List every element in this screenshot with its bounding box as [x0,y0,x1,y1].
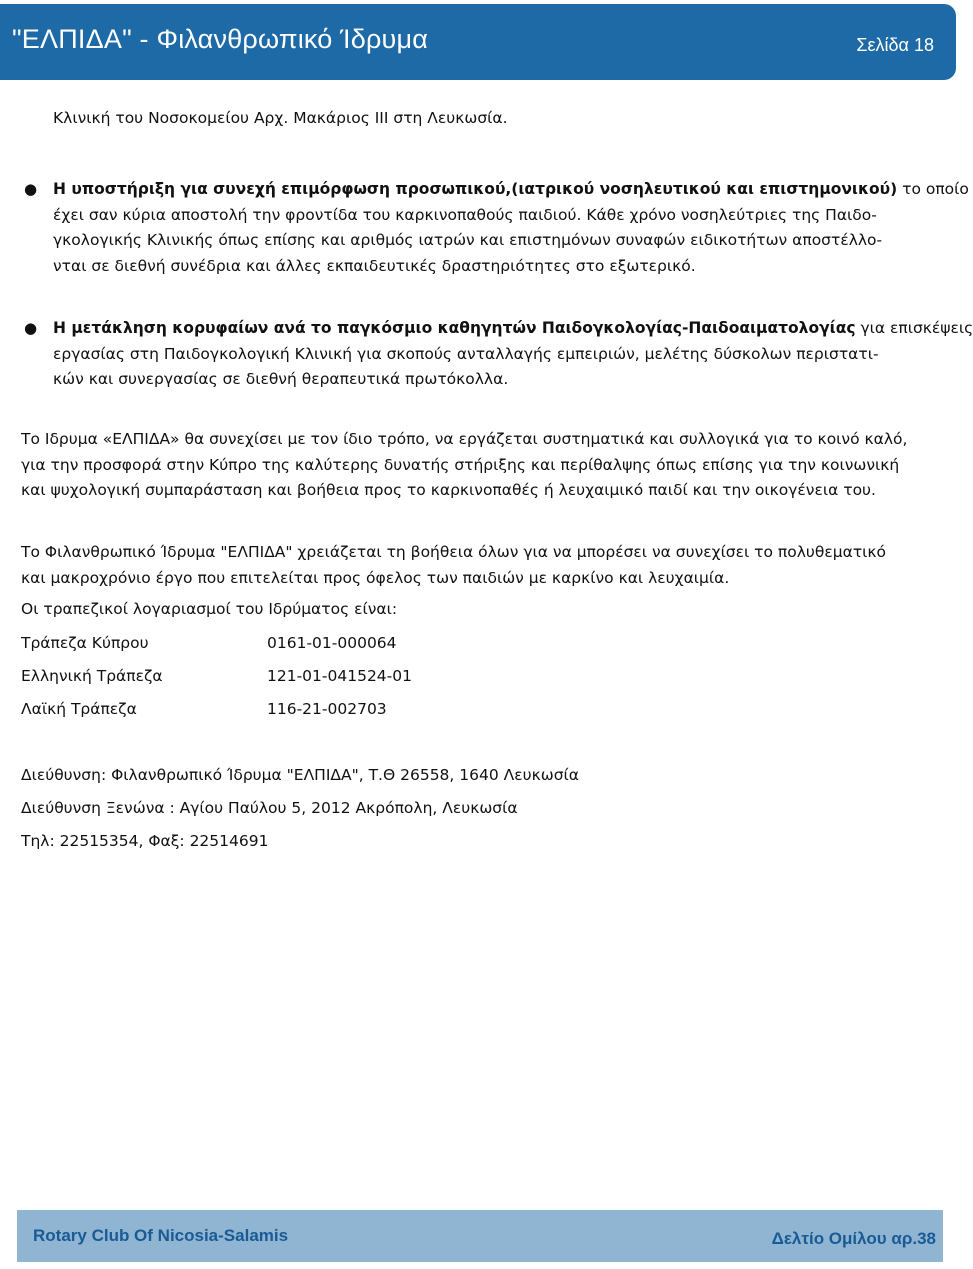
bullet-line [53,177,969,203]
intro-line: Κλινική του Νοσοκομείου Αρχ. Μακάριος ΙΙΙ στη Λευκωσία. [53,109,508,127]
paragraph-line: Το Ιδρυμα «ΕΛΠΙΔΑ» θα συνεχίσει με τον ίδιο τρόπο, να εργάζεται συστηματικά και συλλογικά για το κοινό καλό, [21,430,908,448]
account-number: 116-21-002703 [267,700,387,718]
bullet-bold-text: Η μετάκληση κορυφαίων ανά το παγκόσμιο καθηγητών Παιδογκολογίας-Παιδοαιματολογίας [53,319,856,337]
paragraph-line: και ψυχολογική συμπαράσταση και βοήθεια προς το καρκινοπαθές ή λευχαιμικό παιδί και την οικογένεια του. [21,481,876,499]
bullet-line: κών και συνεργασίας σε διεθνή θεραπευτικά πρωτόκολλα. [53,370,509,388]
page-footer [17,1210,943,1262]
bank-name: Ελληνική Τράπεζα [21,667,163,685]
paragraph-line: Το Φιλανθρωπικό Ίδρυμα "ΕΛΠΙΔΑ" χρειάζεται τη βοήθεια όλων για να μπορέσει να συνεχίσει το πολυθεματικό [21,543,887,561]
footer-club-name: Rotary Club Of Nicosia-Salamis [33,1226,289,1245]
account-row [21,631,397,655]
bullet-line: εργασίας στη Παιδογκολογική Κλινική για σκοπούς ανταλλαγής εμπειριών, μελέτης δύσκολων περιστατι- [53,344,879,363]
header-title: "ΕΛΠΙΔΑ" - Φιλανθρωπικό Ίδρυμα [12,24,429,54]
page-number: Σελίδα 18 [856,35,934,55]
paragraph-continuation [21,427,941,504]
contact-hostel-address: Διεύθυνση Ξενώνα : Αγίου Παύλου 5, 2012 Ακρόπολη, Λευκωσία [21,799,518,817]
bullet-icon: ● [24,180,38,198]
bullet-item-staff-training [53,177,969,279]
contact-phone-fax: Τηλ: 22515354, Φαξ: 22514691 [21,832,269,850]
bank-name: Λαϊκή Τράπεζα [21,700,137,718]
paragraph-line: για την προσφορά στην Κύπρο της καλύτερης δυνατής στήριξης και περίθαλψης όπως επίσης για την κοινωνική [21,455,900,474]
account-number: 0161-01-000064 [267,634,397,652]
bullet-line [53,316,973,342]
footer-bulletin: Δελτίο Ομίλου αρ.38 [771,1229,936,1248]
bullet-line: γκολογικής Κλινικής όπως επίσης και αριθμός ιατρών και επιστημόνων συναφών ειδικοτήτων αποστέλλο- [53,231,883,249]
paragraph-appeal [21,540,941,591]
account-number: 121-01-041524-01 [267,667,412,685]
account-row [21,697,387,721]
bullet-text-rest: το οποίο [897,180,969,198]
bullet-item-professors [53,316,973,393]
bullet-line: νται σε διεθνή συνέδρια και άλλες εκπαιδευτικές δραστηριότητες στο εξωτερικό. [53,256,696,275]
bullet-bold-text: Η υποστήριξη για συνεχή επιμόρφωση προσωπικού,(ιατρικού νοσηλευτικού και επιστημονικού) [53,180,898,198]
account-row [21,664,412,688]
contact-address: Διεύθυνση: Φιλανθρωπικό Ίδρυμα "ΕΛΠΙΔΑ", Τ.Θ 26558, 1640 Λευκωσία [21,766,579,784]
bullet-icon: ● [24,319,38,337]
accounts-intro: Οι τραπεζικοί λογαριασμοί του Ιδρύματος είναι: [21,600,398,618]
bullet-text-rest: για επισκέψεις [855,319,973,337]
paragraph-line: και μακροχρόνιο έργο που επιτελείται προς όφελος των παιδιών με καρκίνο και λευχαιμία. [21,568,730,587]
bullet-line: έχει σαν κύρια αποστολή την φροντίδα του καρκινοπαθούς παιδιού. Κάθε χρόνο νοσηλεύτριες της Παιδο- [53,205,877,224]
bank-name: Τράπεζα Κύπρου [21,634,149,652]
page-header [0,4,956,80]
